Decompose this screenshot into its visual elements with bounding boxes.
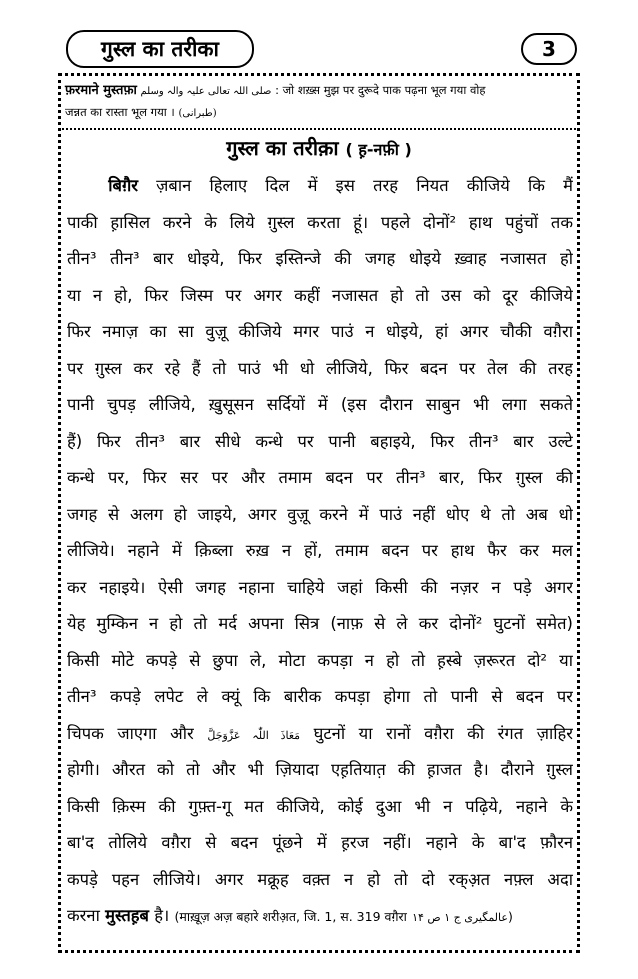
body-line: फिर नमाज़ का सा वुज़ू कीजिये मगर पाउं न धोइये, हां अगर चौकी वग़ैरा: [67, 322, 573, 341]
body-line: होगी। औरत को तो और भी ज़ियादा एह़तियात़ की ह़ाजत है। दौराने ग़ुस्ल: [67, 760, 573, 779]
body-line-text: ज़बान हिलाए दिल में इस तरह नियत कीजिये कि मैं: [156, 176, 573, 195]
farmaan-line-1: [65, 80, 575, 102]
page-number: 3: [521, 33, 577, 65]
reference-citation: (माख़ूज़ अज़ बहारे शरीअ़त, जि. 1, स. 319 वग़ैरा: [174, 909, 407, 924]
farmaan-text-2: जन्नत का रास्ता भूल गया ।: [65, 105, 175, 119]
body-line: तीन³ तीन³ बार धोइये, फिर इस्तिन्जे की जगह धोइये ख़्वाह नजासत हो: [67, 249, 573, 268]
body-line: [67, 168, 573, 205]
body-line: पाकी ह़ासिल करने के लिये ग़ुस्ल करता हूं। पहले दोनों² हाथ पहुंचों तक: [67, 212, 573, 232]
body-line: [67, 898, 573, 935]
body-line: हैं) फिर तीन³ बार सीधे कन्धे पर पानी बहाइये, फिर तीन³ बार उल्टे: [67, 431, 573, 451]
farmaan-arabic-salutation: صلی اللہ تعالی علیہ والہ وسلم: [140, 86, 272, 97]
arabic-phrase: مَعَاذَ اللّٰہ عَزَّوَجَلَّ: [207, 728, 301, 742]
farmaan-line-2: [65, 102, 575, 124]
body-text: [67, 168, 573, 935]
body-line-text: चिपक जाएगा और: [67, 723, 194, 743]
reference-close: ): [507, 909, 513, 924]
section-title: [0, 134, 638, 161]
page-header-title: गुस्ल का तरीका: [66, 30, 254, 68]
opening-word: बिग़ैर: [108, 176, 138, 195]
body-line: लीजिये। नहाने में क़िब्ला रुख़ न हों, तमाम बदन पर हाथ फैर कर मल: [67, 541, 573, 560]
farmaan-divider: [58, 128, 580, 130]
body-line: [67, 716, 573, 753]
body-line: पर ग़ुस्ल कर रहे हैं तो पाउं भी धो लीजिये, फिर बदन पर तेल की तरह: [67, 358, 573, 378]
section-subtitle: ( ह़-नफ़ी ): [345, 140, 412, 159]
body-line: बा'द तोलिये वग़ैरा से बदन पूंछने में ह़रज नहीं। नहाने के बा'द फ़ौरन: [67, 833, 573, 852]
farmaan-source: (طبرانی): [178, 108, 217, 119]
body-line-text: घुटनों या रानों वग़ैरा की रंगत ज़ाहिर: [313, 723, 573, 743]
body-line: पानी चुपड़ लीजिये, ख़ुसूसन सर्दियों में (इस दौरान साबुन भी लगा सकते: [67, 395, 573, 414]
body-line: कर नहाइये। ऐसी जगह नहाना चाहिये जहां किसी की नज़र न पड़े अगर: [67, 577, 573, 597]
body-line: या न हो, फिर जिस्म पर अगर कहीं नजासत हो तो उस को दूर कीजिये: [67, 285, 573, 305]
body-line-text: है।: [154, 906, 170, 925]
body-line: जगह से अलग हो जाइये, अगर वुज़ू करने में पाउं नहीं धोए थे तो अब धो: [67, 504, 573, 524]
body-line: किसी क़िस्म की गुफ़्त-गू मत कीजिये, कोई दुआ भी न पढ़िये, नहाने के: [67, 796, 573, 816]
body-line: किसी मोटे कपड़े से छुपा ले, मोटा कपड़ा न हो तो ह़स्बे ज़रूरत दो² या: [67, 650, 573, 670]
farmaan-box: [65, 80, 575, 124]
section-title-text: गुस्ल का तरीक़ा: [226, 136, 339, 160]
body-line: कपड़े पहन लीजिये। अगर मक्रूह वक़्त न हो तो दो रक्अ़त नफ़्ल अदा: [67, 869, 573, 889]
mustahab-word: मुस्तह़ब: [105, 906, 149, 925]
farmaan-label: फ़रमाने मुस्तफ़ा: [65, 83, 137, 98]
body-line: येह मुम्किन न हो तो मर्द अपना सित्र (नाफ़ से ले कर दोनों² घुटनों समेत): [67, 614, 573, 633]
farmaan-text-1: जो शख़्स मुझ पर दुरूदे पाक पढ़ना भूल गया वोह: [282, 83, 486, 97]
body-line: तीन³ कपड़े लपेट ले क्यूं कि बारीक कपड़ा होगा तो पानी से बदन पर: [67, 687, 573, 706]
body-line-text: करना: [67, 906, 100, 925]
reference-arabic: عالمگیری ج ۱ ص ۱۴: [412, 911, 508, 924]
farmaan-colon: :: [275, 83, 283, 97]
body-line: कन्धे पर, फिर सर पर और तमाम बदन पर तीन³ बार, फिर ग़ुस्ल की: [67, 468, 573, 487]
